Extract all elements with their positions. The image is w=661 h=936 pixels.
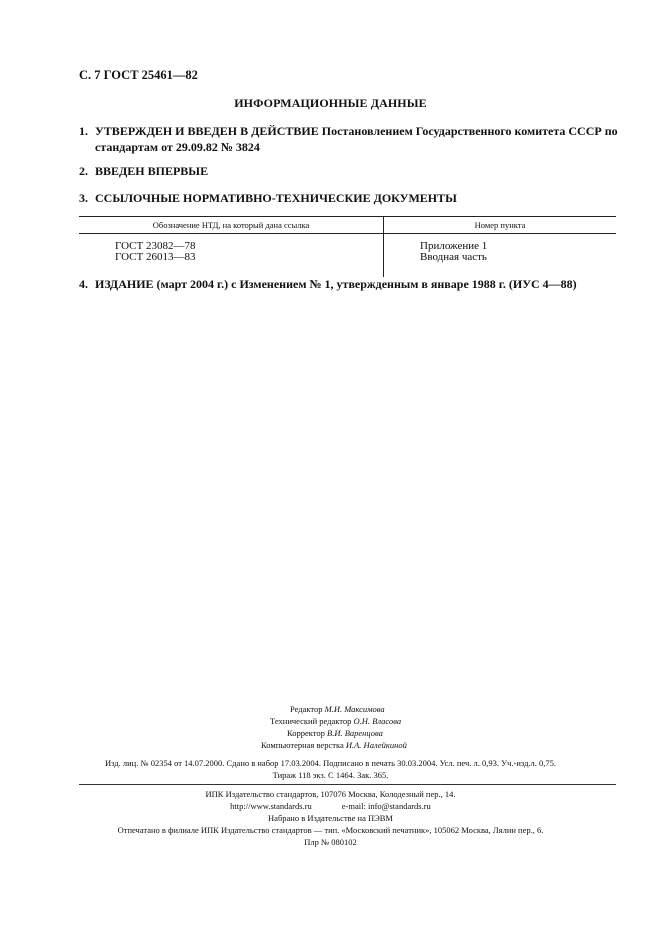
credit-name: И.А. Налейкиной [345, 740, 407, 750]
credit-layout [0, 739, 661, 751]
email-link[interactable]: e-mail: info@standards.ru [341, 801, 431, 811]
publication-line: Тираж 118 экз. С 1464. Зак. 365. [272, 770, 389, 780]
printer-line: Набрано в Издательстве на ПЭВМ [268, 813, 393, 823]
documents-cell [79, 234, 384, 278]
document-ref: ГОСТ 23082—78 [115, 240, 196, 252]
printer-contacts [0, 800, 661, 812]
section-3 [79, 190, 457, 206]
document-ref: ГОСТ 26013—83 [115, 251, 196, 263]
credit-corrector [0, 727, 661, 739]
credit-label: Редактор [290, 704, 323, 714]
credit-name: О.Н. Власова [353, 716, 402, 726]
section-1-text-line2: стандартам от 29.09.82 № 3824 [95, 140, 260, 154]
printer-line: ИПК Издательство стандартов, 107076 Москва, Колодезный пер., 14. [205, 789, 456, 799]
section-3-number: 3. [79, 191, 88, 205]
section-1-text-line1: УТВЕРЖДЕН И ВВЕДЕН В ДЕЙСТВИЕ Постановлением Государственного комитета СССР по [95, 124, 618, 138]
credit-label: Компьютерная верстка [261, 740, 344, 750]
printer-info [0, 788, 661, 848]
section-1-number: 1. [79, 124, 88, 138]
credit-name: М.И. Максимова [324, 704, 385, 714]
section-4-number: 4. [79, 277, 88, 291]
section-1 [79, 123, 619, 155]
credit-label: Технический редактор [270, 716, 352, 726]
reference-documents-table [79, 216, 616, 277]
section-3-text: ССЫЛОЧНЫЕ НОРМАТИВНО-ТЕХНИЧЕСКИЕ ДОКУМЕНТЫ [95, 191, 457, 205]
table-header-row [79, 217, 616, 234]
credit-tech-editor [0, 715, 661, 727]
printer-line: Плр № 080102 [304, 837, 357, 847]
column-header-point: Номер пункта [384, 217, 617, 234]
points-cell [384, 234, 617, 278]
point-ref: Приложение 1 [420, 240, 488, 252]
table-row [79, 234, 616, 278]
page-title: ИНФОРМАЦИОННЫЕ ДАННЫЕ [234, 96, 427, 110]
website-link[interactable]: http://www.standards.ru [230, 801, 312, 811]
divider [79, 784, 616, 785]
credit-editor [0, 703, 661, 715]
credit-label: Корректор [287, 728, 325, 738]
section-4 [79, 276, 577, 292]
publication-line: Изд. лиц. № 02354 от 14.07.2000. Сдано в набор 17.03.2004. Подписано в печать 30.03.2004. Усл. печ. л. 0,93. Уч.-изд.л. 0,75. [104, 758, 557, 768]
section-2-number: 2. [79, 164, 88, 178]
section-4-text: ИЗДАНИЕ (март 2004 г.) с Изменением № 1, утвержденным в январе 1988 г. (ИУС 4—88) [95, 277, 577, 291]
credit-name: В.И. Варенцова [327, 728, 383, 738]
printer-line: Отпечатано в филиале ИПК Издательство стандартов — тип. «Московский печатник», 105062 Москва, Лялин пер., 6. [117, 825, 544, 835]
credits-block [0, 703, 661, 751]
publication-info [0, 757, 661, 781]
point-ref: Вводная часть [420, 251, 487, 263]
column-header-document: Обозначение НТД, на который дана ссылка [79, 217, 384, 234]
page-header: С. 7 ГОСТ 25461—82 [79, 68, 198, 82]
section-2-text: ВВЕДЕН ВПЕРВЫЕ [95, 164, 209, 178]
section-2 [79, 163, 208, 179]
